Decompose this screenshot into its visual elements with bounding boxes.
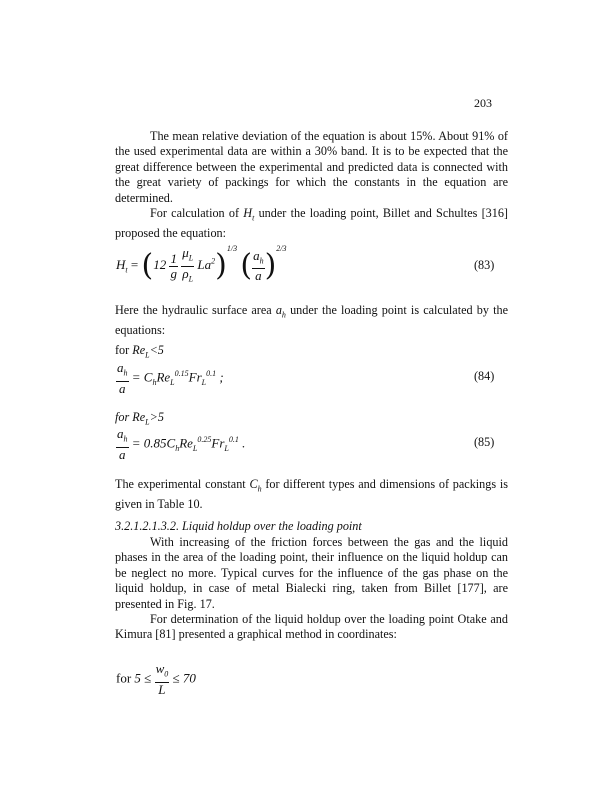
equation-85: $\frac{a_h}{a}$ = $0.85C_hRe_L^{0.25}Fr_L^{0.1}$ . [117, 426, 246, 462]
paragraph-5: With increasing of the friction forces between the gas and the liquid phases in the area of the loading point, their influence on the liquid holdup can be neglect no more. Typical curves for the influence of the gas phase on the liquid holdup, in case of metal Bialecki ring, taken from Billet [177], are presented in Fig. 17. [115, 535, 508, 611]
section-heading: 3.2.1.2.1.3.2. Liquid holdup over the loading point [115, 519, 362, 533]
paragraph-1: The mean relative deviation of the equation is about 15%. About 91% of the used experimental data are within a 30% band. It is to be expected that the great difference between the experimental and predicted data is connected with the great variety of packings for which the constants in the equation are determined. [115, 129, 508, 205]
equation-84: $\frac{a_h}{a}$ = $C_hRe_L^{0.15}Fr_L^{0.1}$ ; [117, 360, 224, 396]
equation-85-number: (85) [474, 435, 495, 449]
paragraph-3: Here the hydraulic surface area $a_h$ under the loading point is calculated by the equations: [115, 303, 508, 337]
paragraph-6: For determination of the liquid holdup over the loading point Otake and Kimura [81] presented a graphical method in coordinates: [115, 612, 508, 642]
equation-83-number: (83) [474, 258, 495, 272]
page-number: 203 [474, 96, 492, 110]
condition-3: for 5 ≤ $\frac{w_0}{L}$ ≤ 70 [116, 661, 196, 697]
paragraph-4: The experimental constant $C_h$ for different types and dimensions of packings is given in Table 10. [115, 477, 508, 511]
condition-1: for $Re_L<5$ [115, 343, 164, 360]
condition-2: for $Re_L>5$ [115, 410, 164, 427]
paragraph-2: For calculation of $H_t$ under the loading point, Billet and Schultes [316] proposed the equation: [115, 206, 508, 240]
equation-84-number: (84) [474, 369, 495, 383]
equation-83: $H_t = (12$ $\frac{1}{g}$ $\frac{\mu_L}{\rho_L}$ La$^2$)$^{1/3}$ ( $\frac{a_h}{a}$ )$^{2/3}$ [116, 244, 287, 284]
